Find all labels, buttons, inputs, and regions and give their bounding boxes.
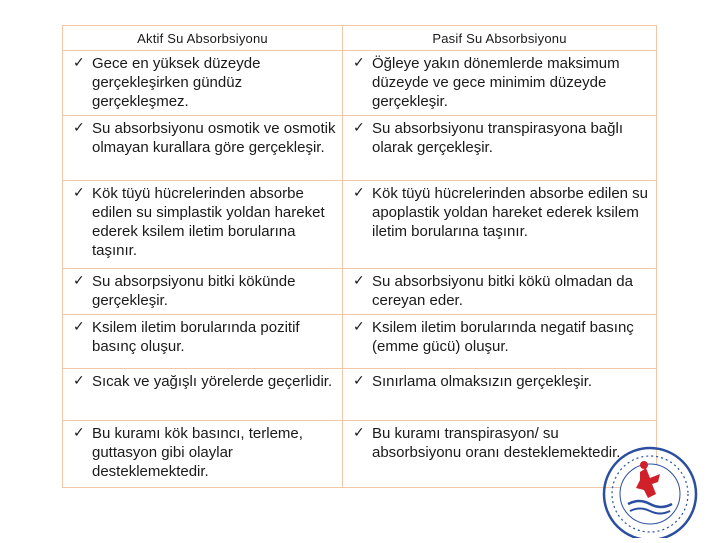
checkmark-icon: ✓ (353, 273, 365, 289)
comparison-table (62, 25, 657, 488)
cell-text: Sınırlama olmaksızın gerçekleşir. (372, 373, 593, 390)
checkmark-icon: ✓ (353, 425, 365, 441)
cell-text: Sıcak ve yağışlı yörelerde geçerlidir. (92, 373, 333, 390)
table-row (63, 315, 657, 369)
passive-cell (343, 369, 657, 421)
checkmark-icon: ✓ (73, 319, 85, 335)
cell-text: Öğleye yakın dönemlerde maksimum düzeyde ve gece minimim düzeyde gerçekleşir. (372, 55, 620, 110)
checkmark-icon: ✓ (353, 373, 365, 389)
header-active: Aktif Su Absorbsiyonu (63, 26, 343, 51)
checkmark-icon: ✓ (73, 120, 85, 136)
checkmark-icon: ✓ (353, 120, 365, 136)
cell-text: Su absorpsiyonu bitki kökünde gerçekleşir. (92, 273, 296, 309)
checkmark-icon: ✓ (73, 185, 85, 201)
active-cell (63, 181, 343, 269)
active-cell (63, 369, 343, 421)
cell-text: Ksilem iletim borularında negatif basınç (emme gücü) oluşur. (372, 319, 634, 355)
active-cell (63, 315, 343, 369)
passive-cell (343, 116, 657, 181)
table-row (63, 269, 657, 315)
university-seal-icon (596, 438, 704, 538)
cell-text: Su absorbsiyonu bitki kökü olmadan da cereyan eder. (372, 273, 633, 309)
cell-text: Bu kuramı kök basıncı, terleme, guttasyon gibi olaylar desteklemektedir. (92, 425, 303, 480)
cell-text: Ksilem iletim borularında pozitif basınç oluşur. (92, 319, 300, 355)
checkmark-icon: ✓ (353, 55, 365, 71)
table-row (63, 116, 657, 181)
cell-text: Gece en yüksek düzeyde gerçekleşirken gündüz gerçekleşmez. (92, 55, 261, 110)
header-passive: Pasif Su Absorbsiyonu (343, 26, 657, 51)
checkmark-icon: ✓ (353, 319, 365, 335)
active-cell (63, 421, 343, 488)
passive-cell (343, 269, 657, 315)
passive-cell (343, 51, 657, 116)
active-cell (63, 116, 343, 181)
passive-cell (343, 315, 657, 369)
cell-text: Kök tüyü hücrelerinden absorbe edilen su apoplastik yoldan hareket ederek ksilem iletim borularına taşınır. (372, 185, 649, 240)
table-row (63, 421, 657, 488)
table-row (63, 51, 657, 116)
passive-cell (343, 181, 657, 269)
table-row (63, 369, 657, 421)
checkmark-icon: ✓ (73, 273, 85, 289)
cell-text: Su absorbsiyonu osmotik ve osmotik olmayan kurallara göre gerçekleşir. (92, 120, 336, 156)
checkmark-icon: ✓ (73, 425, 85, 441)
cell-text: Bu kuramı transpirasyon/ su absorbsiyonu oranı desteklemektedir. (372, 425, 621, 461)
checkmark-icon: ✓ (73, 55, 85, 71)
cell-text: Su absorbsiyonu transpirasyona bağlı olarak gerçekleşir. (372, 120, 623, 156)
table-row (63, 181, 657, 269)
active-cell (63, 269, 343, 315)
header-row (63, 26, 657, 51)
cell-text: Kök tüyü hücrelerinden absorbe edilen su simplastik yoldan hareket ederek ksilem iletim borularına taşınır. (92, 185, 325, 259)
checkmark-icon: ✓ (353, 185, 365, 201)
active-cell (63, 51, 343, 116)
checkmark-icon: ✓ (73, 373, 85, 389)
